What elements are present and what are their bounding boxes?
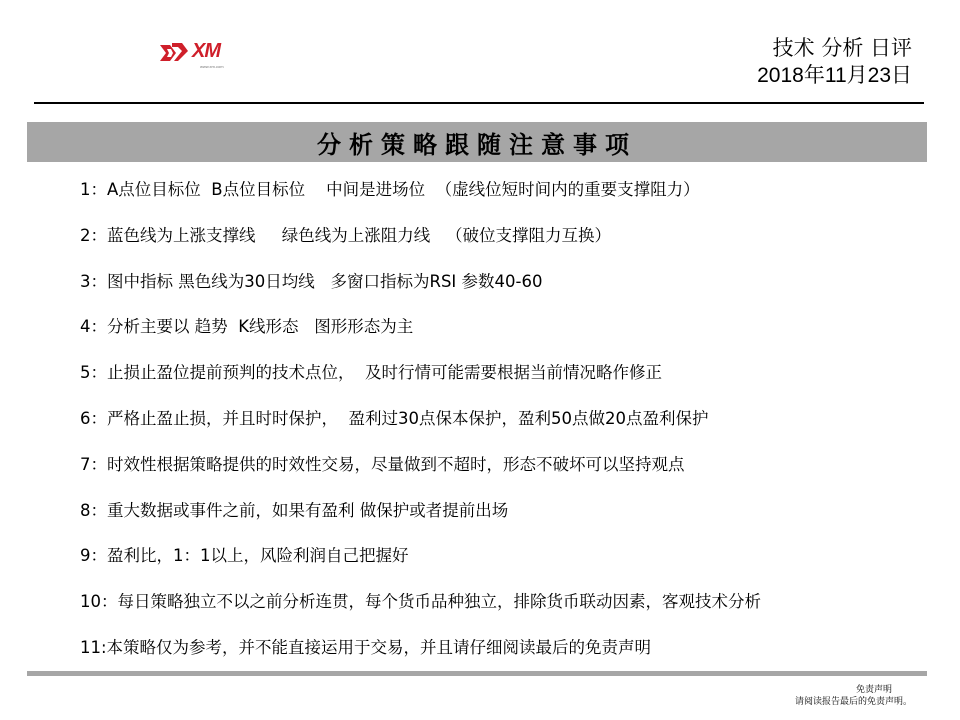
disclaimer-text: 请阅读报告最后的免责声明。 [794,697,912,707]
note-item: 7：时效性根据策略提供的时效性交易，尽量做到不超时，形态不破坏可以坚持观点 [80,454,685,474]
section-title: 分析策略跟随注意事项 [317,130,637,159]
note-item: 5：止损止盈位提前预判的技术点位， 及时行情可能需要根据当前情况略作修正 [80,363,662,383]
disclaimer-title: 免责声明 [855,685,892,695]
report-title: 技术 分析 日评 [772,36,912,60]
note-item: 10：每日策略独立不以之前分析连贯，每个货币品种独立，排除货币联动因素，客观技术分析 [80,592,761,612]
xm-logo [160,40,220,63]
section-banner [27,122,927,162]
note-item: 11:本策略仅为参考，并不能直接运用于交易，并且请仔细阅读最后的免责声明 [80,637,652,657]
note-item: 8：重大数据或事件之前，如果有盈利 做保护或者提前出场 [80,500,509,520]
notes-list [80,176,761,680]
footer-divider [27,671,927,676]
report-date: 2018年11月23日 [757,64,912,87]
xm-logo-mark-icon [160,41,190,63]
logo-text: XM [192,40,220,62]
note-item: 9：盈利比，1：1以上，风险利润自己把握好 [80,546,409,566]
logo-subtext: www.xm.com [200,64,224,69]
note-item: 4：分析主要以 趋势 K线形态 图形形态为主 [80,317,414,337]
note-item: 2：蓝色线为上涨支撑线 绿色线为上涨阻力线 （破位支撑阻力互换） [80,225,611,245]
note-item: 1：A点位目标位 B点位目标位 中间是进场位 （虚线位短时间内的重要支撑阻力） [80,180,700,199]
note-item: 6：严格止盈止损，并且时时保护， 盈利过30点保本保护，盈利50点做20点盈利保护 [80,408,709,428]
note-item: 3：图中指标 黑色线为30日均线 多窗口指标为RSI 参数40-60 [80,271,543,291]
header-divider [34,102,924,104]
